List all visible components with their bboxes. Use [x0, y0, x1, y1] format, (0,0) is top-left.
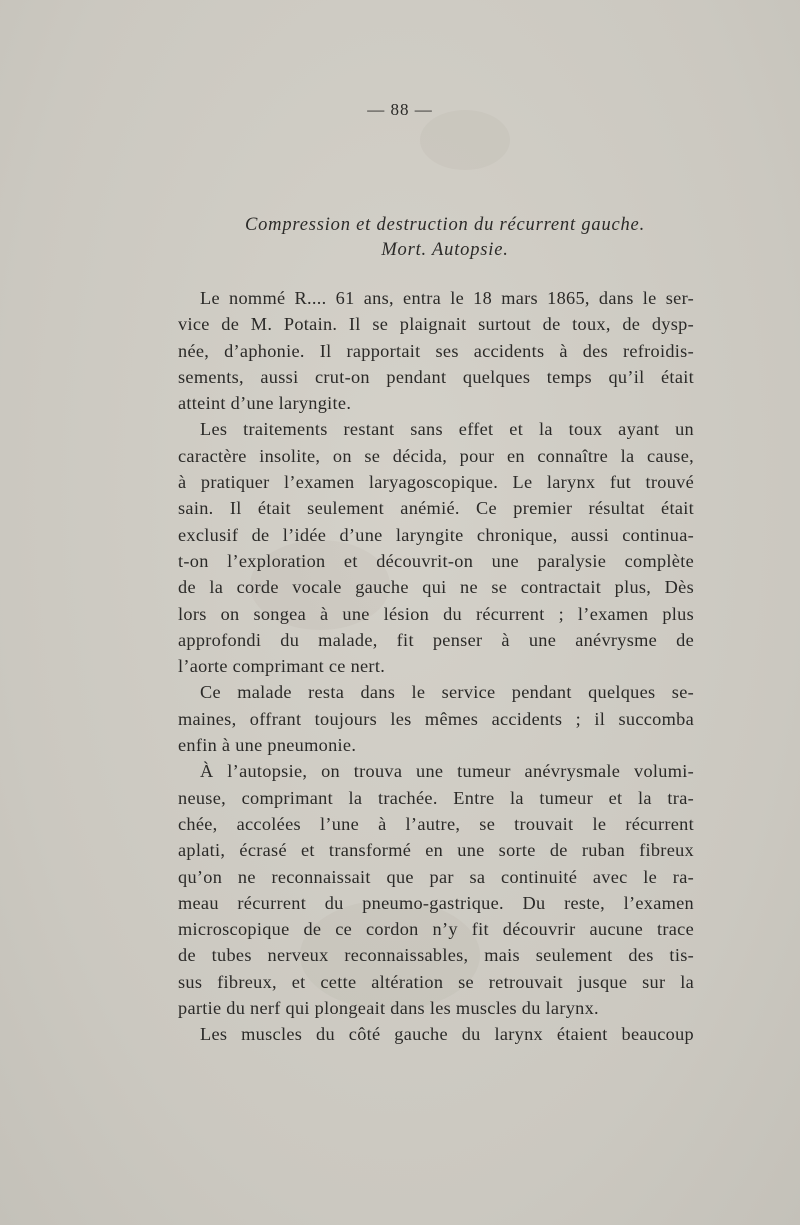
text-line: sements, aussi crut-on pendant quelques temps qu’il était	[178, 366, 694, 387]
text-line: partie du nerf qui plongeait dans les muscles du larynx.	[178, 998, 599, 1019]
text-line: vice de M. Potain. Il se plaignait surtout de toux, de dysp-	[178, 314, 694, 335]
text-line: de la corde vocale gauche qui ne se contractait plus, Dès	[178, 577, 694, 598]
text-line: née, d’aphonie. Il rapportait ses accidents à des refroidis-	[178, 340, 694, 361]
text-line: Les traitements restant sans effet et la toux ayant un	[200, 419, 694, 440]
text-line: chée, accolées l’une à l’autre, se trouvait le récurrent	[178, 813, 694, 834]
title-line: Compression et destruction du récurrent gauche.	[244, 215, 645, 235]
text-line: À l’autopsie, on trouva une tumeur anévrysmale volumi-	[200, 761, 694, 782]
section-title	[160, 213, 730, 263]
text-line: maines, offrant toujours les mêmes accidents ; il succomba	[178, 708, 694, 729]
title-line: Mort. Autopsie.	[381, 240, 509, 260]
text-line: exclusif de l’idée d’une laryngite chronique, aussi continua-	[178, 524, 694, 545]
text-line: Les muscles du côté gauche du larynx étaient beaucoup	[200, 1024, 694, 1045]
body-text	[178, 285, 694, 1048]
text-line: enfin à une pneumonie.	[178, 735, 357, 756]
text-line: à pratiquer l’examen laryagoscopique. Le larynx fut trouvé	[178, 472, 694, 493]
text-line: sus fibreux, et cette altération se retrouvait jusque sur la	[178, 971, 694, 992]
text-line: atteint d’une laryngite.	[178, 393, 352, 414]
text-line: approfondi du malade, fit penser à une anévrysme de	[178, 629, 694, 650]
text-line: aplati, écrasé et transformé en une sorte de ruban fibreux	[178, 840, 694, 861]
text-line: qu’on ne reconnaissait que par sa continuité avec le ra-	[178, 866, 694, 887]
text-line: de tubes nerveux reconnaissables, mais seulement des tis-	[178, 945, 694, 966]
text-line: Le nommé R.... 61 ans, entra le 18 mars 1865, dans le ser-	[200, 288, 694, 308]
text-line: Ce malade resta dans le service pendant quelques se-	[200, 682, 694, 703]
text-line: t-on l’exploration et découvrit-on une paralysie complète	[178, 550, 694, 571]
text-line: lors on songea à une lésion du récurrent ; l’examen plus	[178, 603, 694, 624]
page-number: — 88 —	[367, 100, 433, 119]
text-line: sain. Il était seulement anémié. Ce premier résultat était	[178, 498, 694, 519]
text-line: neuse, comprimant la trachée. Entre la tumeur et la tra-	[178, 787, 694, 808]
text-line: l’aorte comprimant ce nert.	[178, 656, 386, 677]
text-line: meau récurrent du pneumo-gastrique. Du reste, l’examen	[178, 892, 694, 913]
text-line: caractère insolite, on se décida, pour en connaître la cause,	[178, 445, 694, 466]
text-line: microscopique de ce cordon n’y fit découvrir aucune trace	[178, 919, 694, 940]
